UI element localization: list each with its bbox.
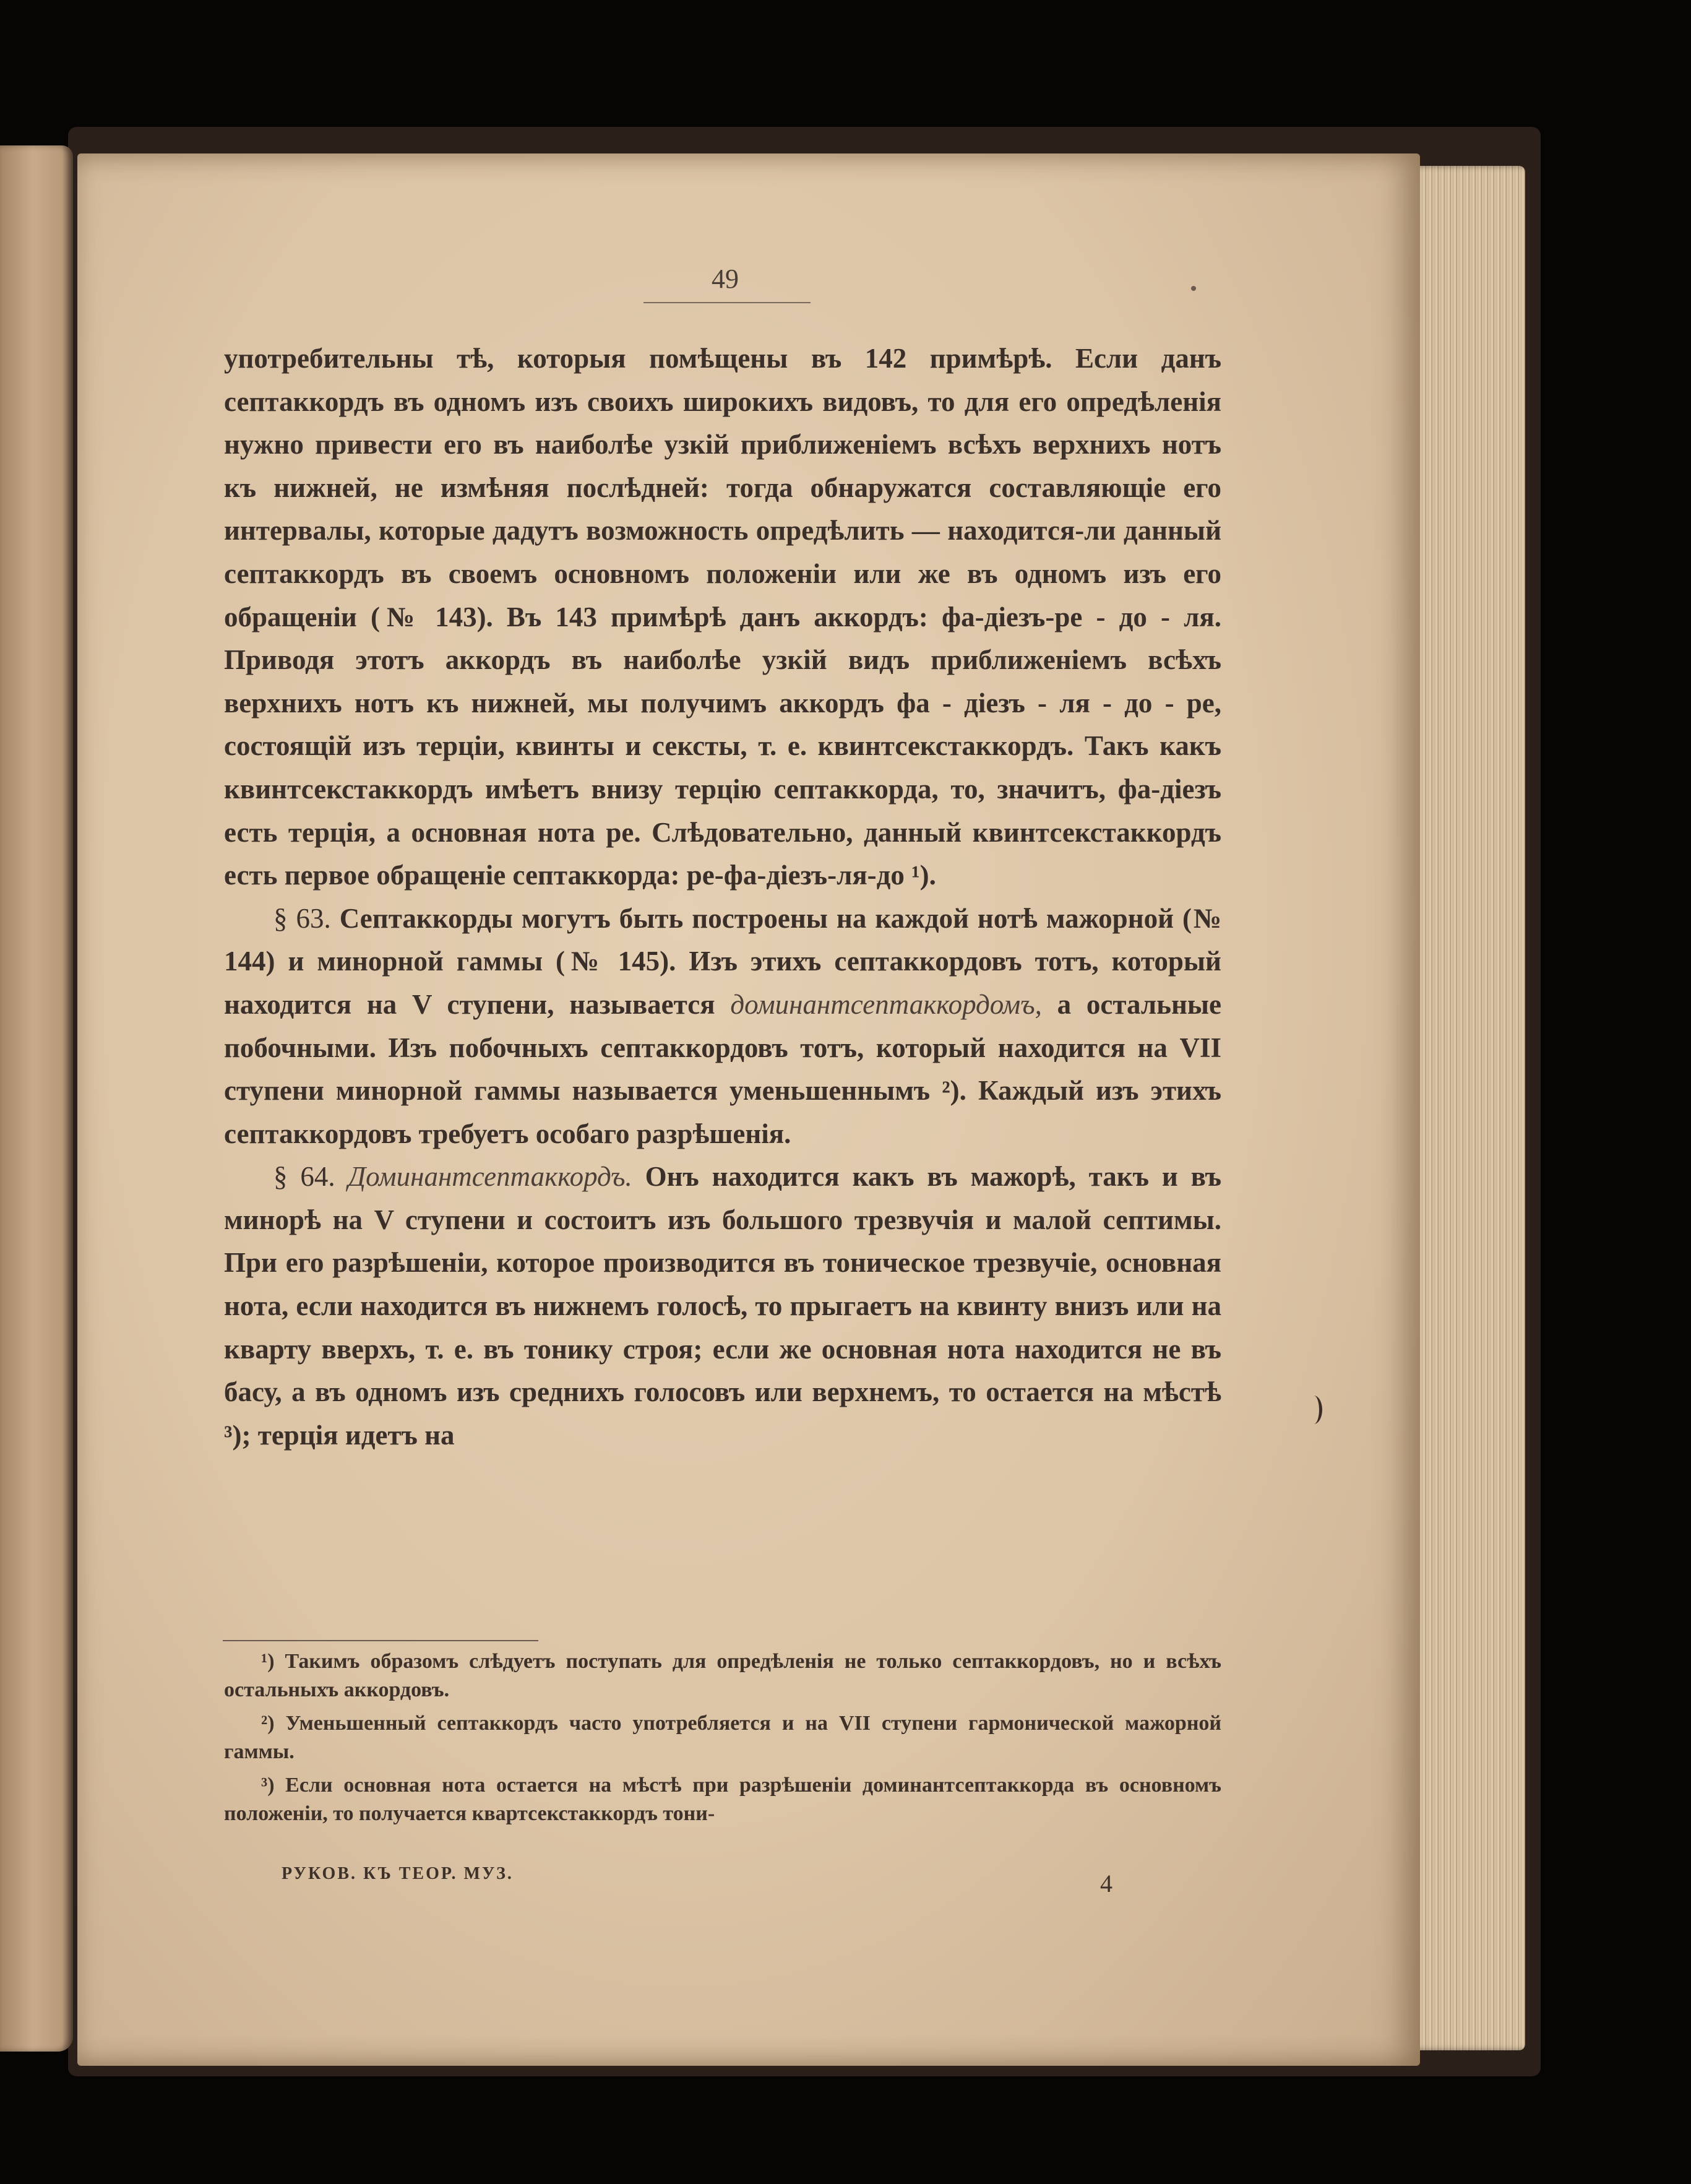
section-text: Септаккорды могутъ быть построены на каждой нотѣ мажорной (№ 144) и минорной гаммы (№ 145). Изъ этихъ септаккордовъ тотъ, который находится на V ступени, называется	[224, 902, 1222, 1020]
page-stack-edge	[1401, 166, 1525, 2050]
sheet-number: 4	[1100, 1870, 1112, 1897]
term-italic: доминантсептаккордомъ,	[730, 988, 1042, 1020]
header-rule	[643, 302, 811, 303]
main-text	[224, 337, 1221, 1457]
section-marker: § 64.	[273, 1161, 335, 1193]
printer-signature: РУКОВ. КЪ ТЕОР. МУЗ.	[282, 1864, 514, 1883]
ink-dot	[1191, 286, 1196, 291]
section-text: а остальные побочными. Изъ побочныхъ септаккордовъ тотъ, который находится на VII ступени минорной гаммы называется уменьшеннымъ ²). Каждый изъ этихъ септаккордовъ требуетъ особаго разрѣшенія.	[224, 988, 1221, 1149]
term-italic: Доминантсептаккордъ.	[348, 1161, 632, 1193]
paragraph: употребительны тѣ, которыя помѣщены въ 142 примѣрѣ. Если данъ септаккордъ въ одномъ изъ своихъ широкихъ видовъ, то для его опредѣленія нужно привести его въ наиболѣе узкій приближеніемъ всѣхъ верхнихъ нотъ къ нижней, не измѣняя послѣдней: тогда обнаружатся составляющіе его интервалы, которые дадутъ возможность опредѣлить — находится-ли данный септаккордъ въ своемъ основномъ положеніи или же въ одномъ изъ его обращеніи (№ 143). Въ 143 примѣрѣ данъ аккордъ: фа-діезъ-ре - до - ля. Приводя этотъ аккордъ въ наиболѣе узкій видъ приближеніемъ всѣхъ верхнихъ нотъ къ нижней, мы получимъ аккордъ фа - діезъ - ля - до - ре, состоящій изъ терціи, квинты и сексты, т. е. квинтсекстаккордъ. Такъ какъ квинтсекстаккордъ имѣетъ внизу терцію септаккорда, то, значитъ, фа-діезъ есть терція, а основная нота ре. Слѣдовательно, данный квинтсекстаккордъ есть первое обращеніе септаккорда: ре-фа-діезъ-ля-до ¹).	[224, 343, 1221, 891]
section-text: Онъ находится какъ въ мажорѣ, такъ и въ минорѣ на V ступени и состоитъ изъ большого трезвучія и малой септимы. При его разрѣшеніи, которое производится въ тоническое трезвучіе, основная нота, если находится въ нижнемъ голосѣ, то прыгаетъ на квинту внизъ или на кварту вверхъ, т. е. въ тонику строя; если же основная нота находится не въ басу, а въ одномъ изъ среднихъ голосовъ или верхнемъ, то остается на мѣстѣ ³); терція идетъ на	[224, 1161, 1222, 1451]
page-number: 49	[712, 264, 739, 294]
footnote: ³) Если основная нота остается на мѣстѣ при разрѣшеніи доминантсептаккорда въ основномъ положеніи, то получается квартсекстаккордъ тони-	[224, 1774, 1221, 1825]
footnote: ¹) Такимъ образомъ слѣдуетъ поступать для опредѣленія не только септаккордовъ, но и всѣхъ остальныхъ аккордовъ.	[224, 1650, 1221, 1701]
margin-mark	[1306, 1396, 1322, 1424]
previous-page-edge	[0, 145, 73, 2052]
section-64	[224, 1155, 1221, 1457]
section-marker: § 63.	[273, 902, 331, 934]
footnote: ²) Уменьшенный септаккордъ часто употребляется и на VII ступени гармонической мажорной гаммы.	[224, 1712, 1221, 1763]
footnote-rule	[223, 1640, 538, 1641]
section-63	[224, 897, 1221, 1156]
footnotes	[224, 1647, 1221, 1833]
